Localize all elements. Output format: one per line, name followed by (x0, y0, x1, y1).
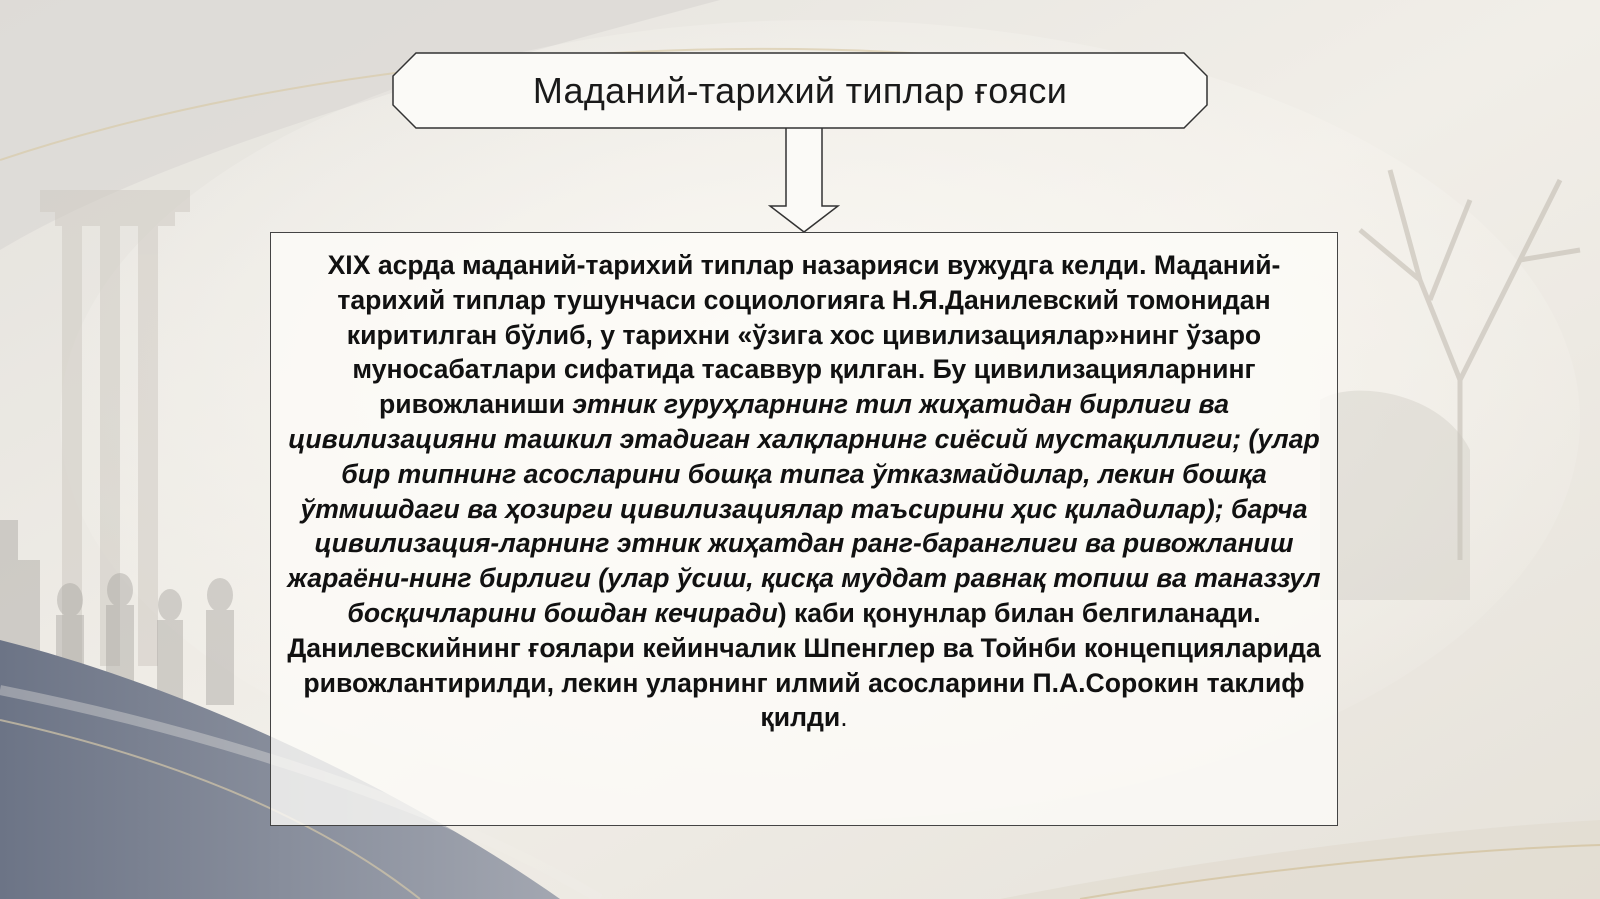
slide-title: Маданий-тарихий типлар ғояси (532, 69, 1068, 111)
down-arrow-icon (768, 128, 840, 234)
title-box (392, 52, 1208, 129)
content-text-intro: XIX асрда маданий-тарихий типлар назарияси вужудга келди. Маданий-тарихий типлар тушунчаси социологияга Н.Я.Данилевский томонидан киритилган бўлиб, у тарихни «ўзига хос цивилизациялар»нинг ўзаро муносабатлари сифатида тасаввур қилган. Бу цивилизацияларнинг ривожланиши (327, 250, 1281, 420)
content-box (270, 232, 1338, 826)
content-text-conclusion: ) каби қонунлар билан белгиланади. Данилевскийнинг ғоялари кейинчалик Шпенглер ва Тойнби концепцияларида ривожлантирилди, лекин уларнинг илмий асосларини П.А.Сорокин таклиф қилди (287, 597, 1321, 733)
content-text-italic: этник гуруҳларнинг тил жиҳатидан бирлиги ва цивилизацияни ташкил этадиган халқларнинг сиёсий мустақиллиги; (улар бир типнинг асосларини бошқа типга ўтказмайдилар, лекин бошқа ўтмишдаги ва ҳозирги цивилизациялар таъсирини ҳис қиладилар); барча цивилизация-ларнинг этник жиҳатдан ранг-баранглиги ва ривожланиш жараёни-нинг бирлиги (улар ўсиш, қисқа муддат равнақ топиш ва таназзул босқичларини бошдан кечиради (287, 389, 1321, 628)
content-text-end: . (840, 702, 848, 733)
content-paragraph (283, 248, 1325, 735)
